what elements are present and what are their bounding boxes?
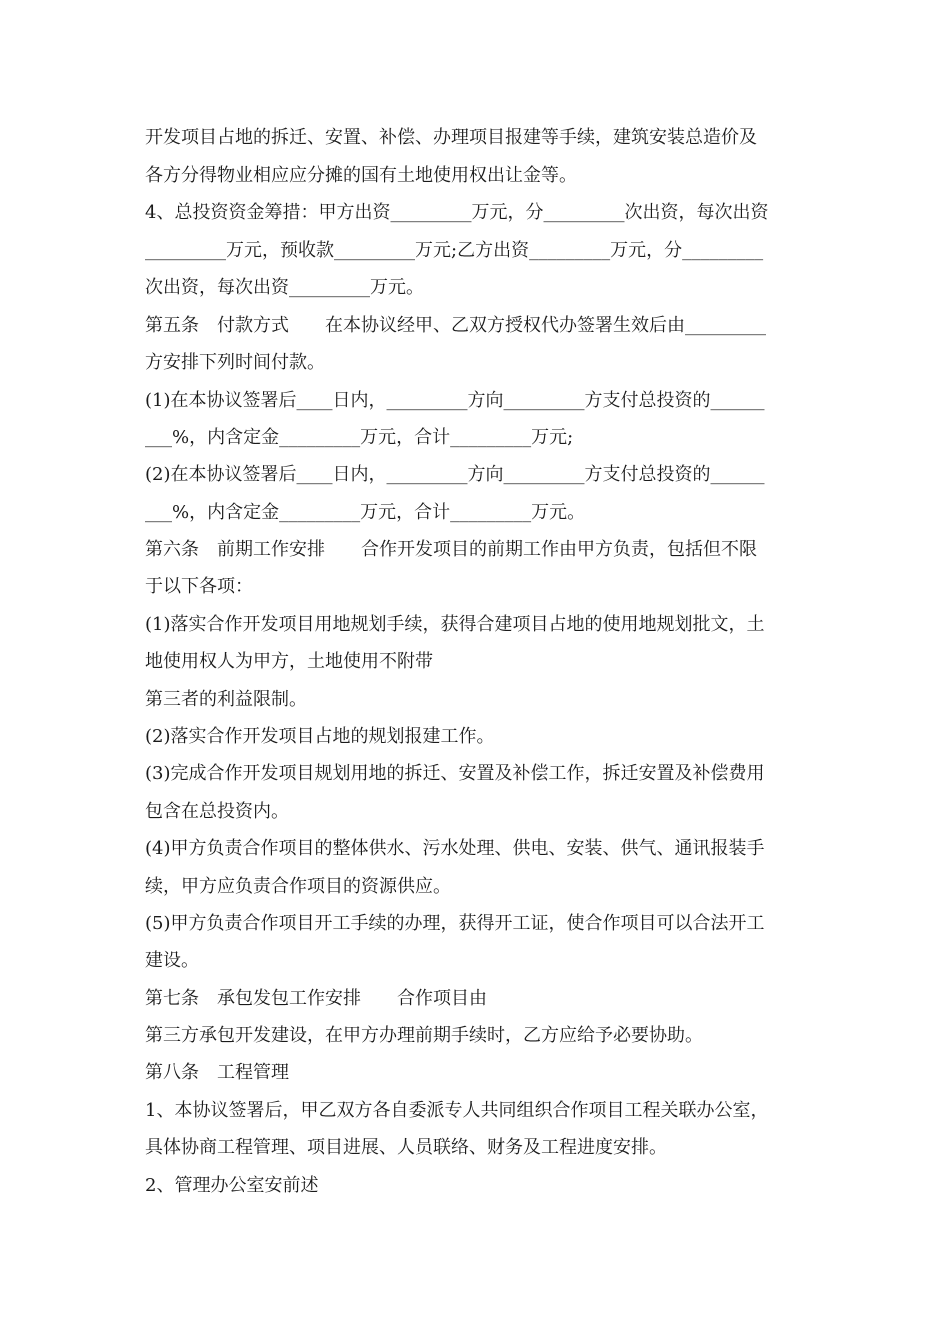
- text-line: 第三方承包开发建设，在甲方办理前期手续时，乙方应给予必要协助。: [145, 1025, 703, 1046]
- text-line: 2、管理办公室安前述: [145, 1175, 319, 1196]
- text-line: ___%，内含定金_________万元，合计_________万元。: [145, 502, 586, 523]
- text-line: 4、总投资资金筹措：甲方出资_________万元，分_________次出资，每次出资: [145, 202, 769, 223]
- text-line: _________万元，预收款_________万元;乙方出资_________万元，分_________: [145, 240, 764, 261]
- text-line: 建设。: [145, 950, 199, 971]
- text-line: 地使用权人为甲方，土地使用不附带: [145, 651, 433, 672]
- text-line: (2)落实合作开发项目占地的规划报建工作。: [145, 726, 495, 747]
- text-line: (1)在本协议签署后____日内，_________方向_________方支付总投资的______: [145, 390, 765, 411]
- text-line: (1)落实合作开发项目用地规划手续，获得合建项目占地的使用地规划批文，土: [145, 614, 765, 635]
- text-line: 第六条 前期工作安排 合作开发项目的前期工作由甲方负责，包括但不限: [145, 539, 757, 560]
- text-line: 1、本协议签署后，甲乙双方各自委派专人共同组织合作项目工程关联办公室，: [145, 1100, 769, 1121]
- text-line: 于以下各项：: [145, 576, 253, 597]
- text-line: 第七条 承包发包工作安排 合作项目由: [145, 988, 487, 1009]
- text-line: 方安排下列时间付款。: [145, 352, 325, 373]
- text-line: 第八条 工程管理: [145, 1062, 289, 1083]
- text-line: 次出资，每次出资_________万元。: [145, 277, 424, 298]
- text-line: 包含在总投资内。: [145, 801, 289, 822]
- text-line: 开发项目占地的拆迁、安置、补偿、办理项目报建等手续，建筑安装总造价及: [145, 127, 757, 148]
- text-line: 续，甲方应负责合作项目的资源供应。: [145, 876, 451, 897]
- text-line: (2)在本协议签署后____日内，_________方向_________方支付总投资的______: [145, 464, 765, 485]
- text-line: 各方分得物业相应应分摊的国有土地使用权出让金等。: [145, 165, 577, 186]
- text-line: (3)完成合作开发项目规划用地的拆迁、安置及补偿工作，拆迁安置及补偿费用: [145, 763, 765, 784]
- text-line: (4)甲方负责合作项目的整体供水、污水处理、供电、安装、供气、通讯报装手: [145, 838, 765, 859]
- text-line: 第三者的利益限制。: [145, 689, 307, 710]
- text-line: 第五条 付款方式 在本协议经甲、乙双方授权代办签署生效后由_________: [145, 315, 766, 336]
- text-line: ___%，内含定金_________万元，合计_________万元;: [145, 427, 574, 448]
- text-line: (5)甲方负责合作项目开工手续的办理，获得开工证，使合作项目可以合法开工: [145, 913, 765, 934]
- text-line: 具体协商工程管理、项目进展、人员联络、财务及工程进度安排。: [145, 1137, 667, 1158]
